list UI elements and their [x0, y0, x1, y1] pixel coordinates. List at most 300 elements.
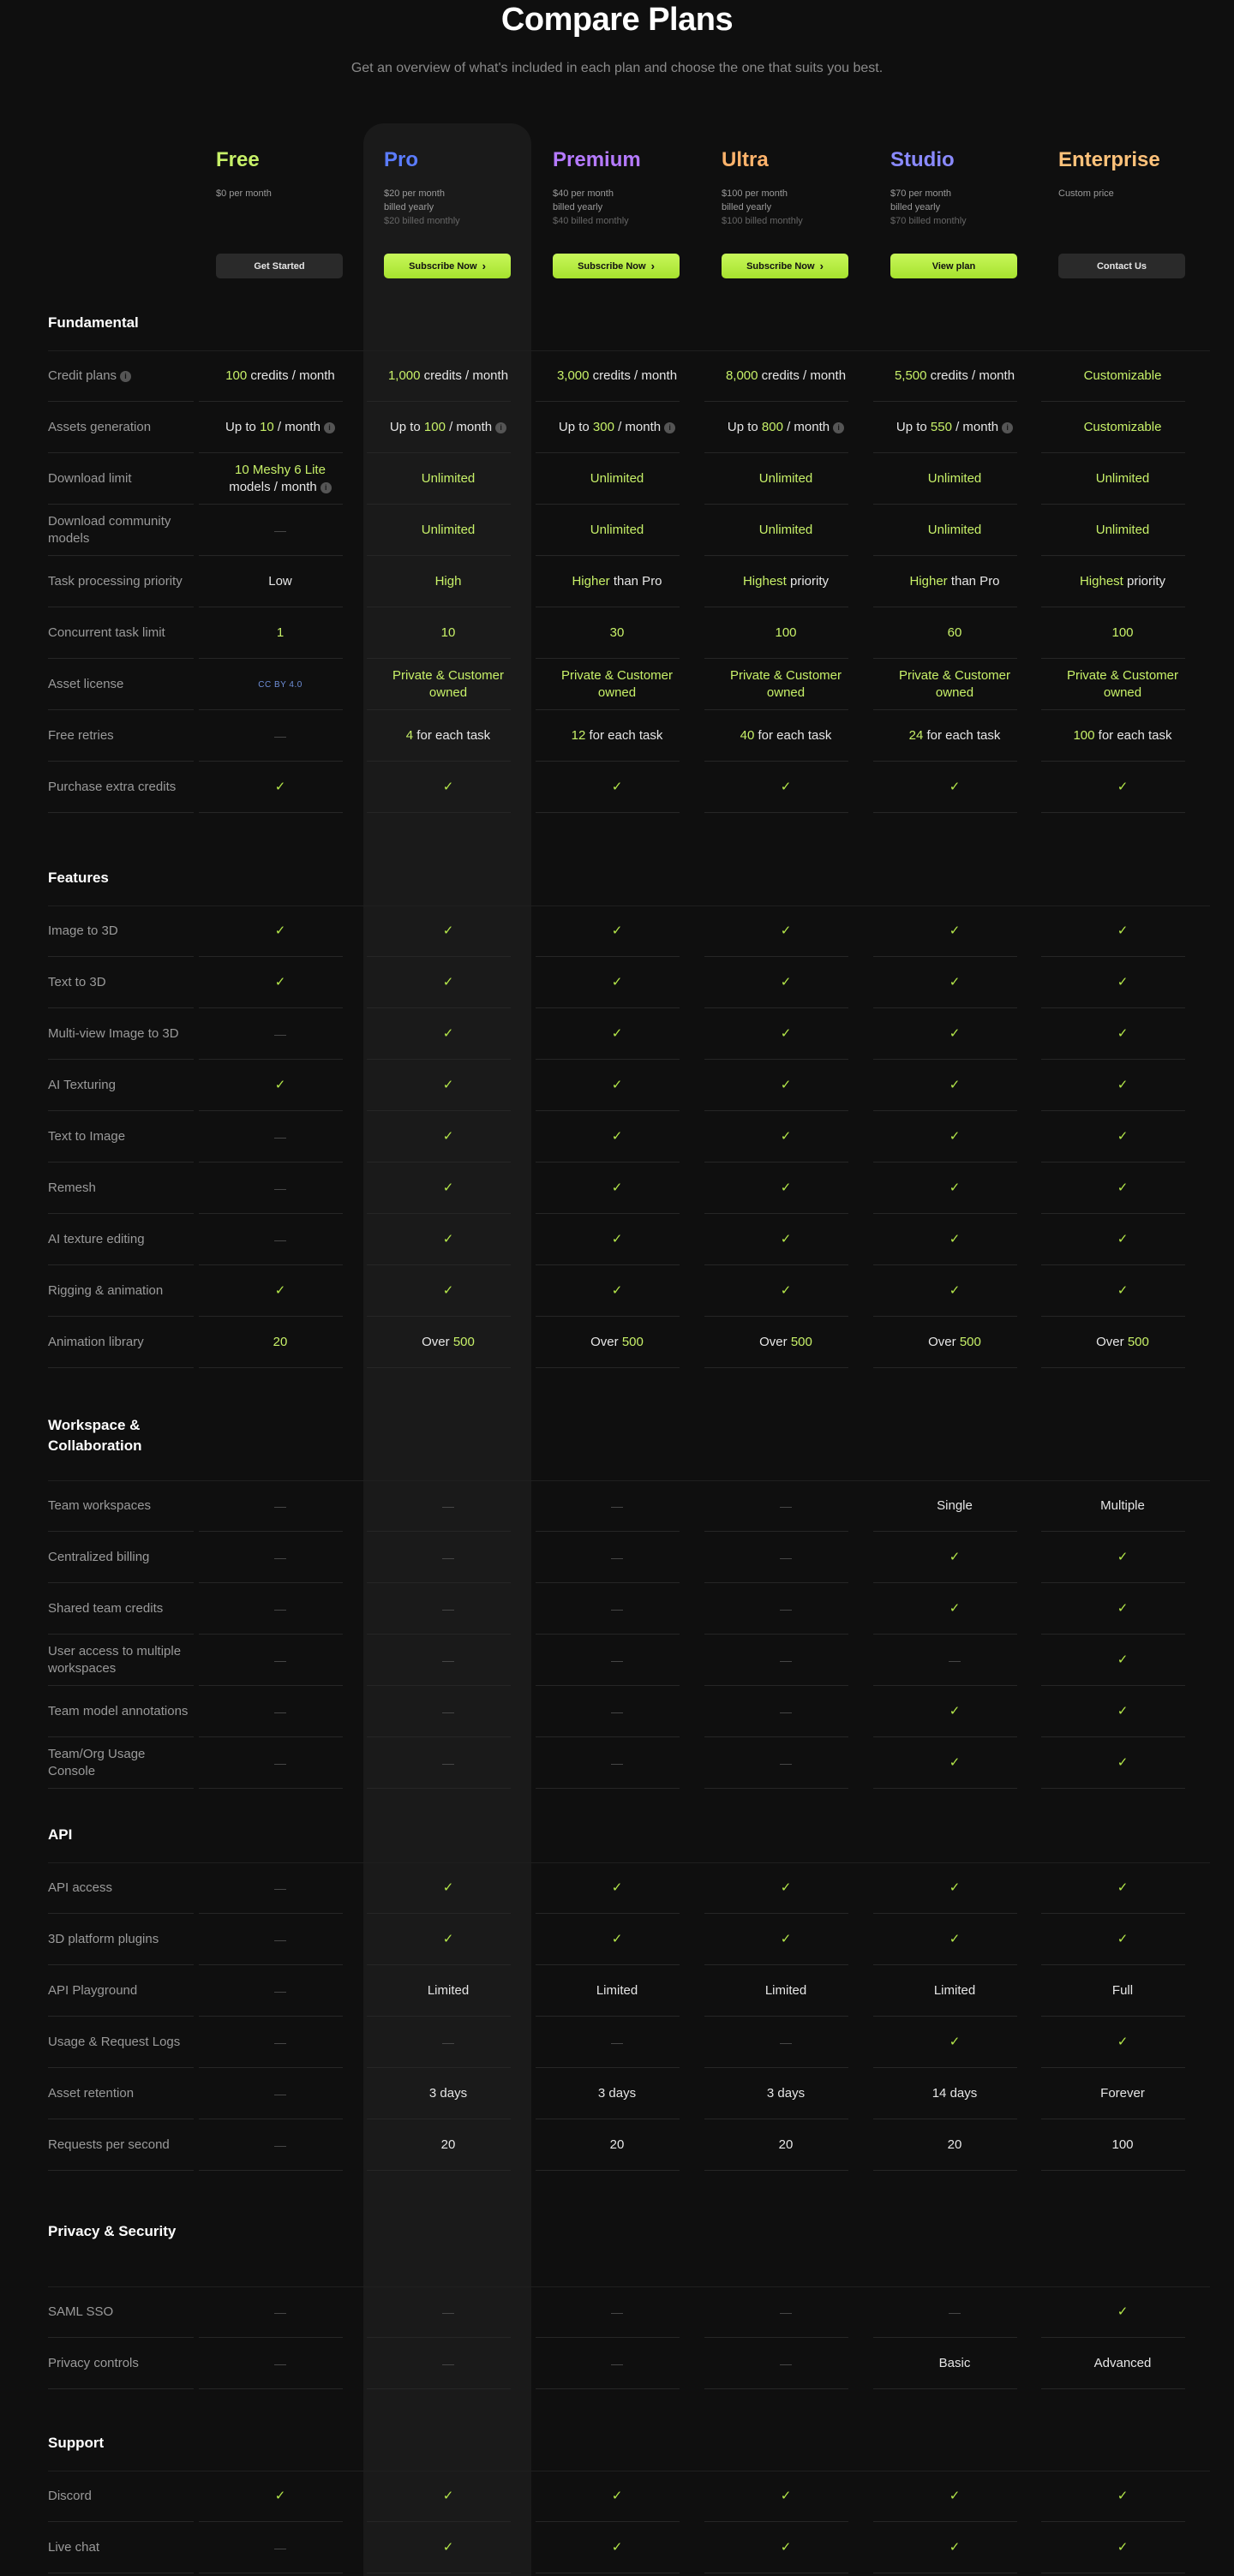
cell-text: Limited	[933, 1983, 976, 1998]
cell-value	[1111, 625, 1133, 642]
row-label-text: Concurrent task limit	[48, 625, 165, 640]
cell-free	[203, 1862, 357, 1914]
cell-text: 550	[930, 420, 952, 434]
row-divider	[536, 1367, 680, 1368]
cell-ultra	[709, 905, 863, 957]
check-icon: ✓	[780, 975, 792, 989]
cell-pro	[371, 607, 525, 659]
row-divider	[704, 1367, 848, 1368]
cell-pro	[371, 1737, 525, 1789]
dash-icon: —	[611, 1499, 623, 1513]
cell-text: Multiple	[1100, 1498, 1145, 1513]
row-label-text: Team/Org Usage Console	[48, 1747, 146, 1778]
price-monthly: $0 per month	[216, 188, 272, 199]
row-divider	[48, 2388, 194, 2389]
dash-icon: —	[780, 1653, 792, 1667]
check-icon: ✓	[780, 1026, 792, 1041]
cell-pro	[371, 1060, 525, 1111]
check-icon: ✓	[274, 923, 286, 938]
check-icon: ✓	[1117, 1704, 1129, 1718]
cell-pro	[371, 1265, 525, 1317]
cell-ultra	[709, 1214, 863, 1265]
row-divider	[873, 1367, 1017, 1368]
info-icon[interactable]: i	[120, 371, 131, 382]
cell-text: Private & Customer owned	[729, 668, 842, 700]
chevron-right-icon: ›	[482, 260, 486, 272]
cell-value	[948, 625, 962, 642]
cell-enterprise	[1045, 2068, 1200, 2119]
cell-value	[441, 2137, 456, 2154]
cell-ultra	[709, 1737, 863, 1789]
cell-enterprise	[1045, 2471, 1200, 2522]
cell-value	[590, 470, 644, 487]
cell-text: Over	[590, 1335, 622, 1349]
cell-enterprise	[1045, 1480, 1200, 1532]
check-icon: ✓	[949, 1601, 961, 1616]
cell-free	[203, 1583, 357, 1635]
plan-name: Premium	[553, 148, 641, 171]
cell-premium	[540, 1214, 694, 1265]
cell-pro	[371, 1862, 525, 1914]
cell-text: Private & Customer owned	[898, 668, 1011, 700]
row-divider	[1041, 1367, 1185, 1368]
cell-enterprise	[1045, 710, 1200, 762]
cell-value	[216, 462, 344, 496]
row-divider	[536, 2170, 680, 2171]
cell-pro	[371, 957, 525, 1008]
cell-free	[203, 1008, 357, 1060]
cell-studio	[878, 1060, 1032, 1111]
cell-ultra	[709, 2522, 863, 2573]
cell-ultra	[709, 1111, 863, 1162]
row-divider	[1041, 2388, 1185, 2389]
table-row	[0, 2338, 1234, 2389]
check-icon: ✓	[949, 975, 961, 989]
section-title: API	[48, 1826, 73, 1843]
check-icon: ✓	[780, 1180, 792, 1195]
row-label-text: Requests per second	[48, 2137, 170, 2152]
check-icon: ✓	[274, 975, 286, 989]
row-label-text: Assets generation	[48, 420, 152, 434]
row-label	[48, 2471, 194, 2522]
cell-value	[775, 625, 796, 642]
row-label	[48, 1686, 194, 1737]
cell-ultra	[709, 402, 863, 453]
price-monthly: $40 per month	[553, 188, 614, 199]
cell-value	[422, 522, 476, 539]
row-label	[48, 659, 194, 710]
cell-premium	[540, 762, 694, 813]
check-icon: ✓	[949, 2540, 961, 2555]
check-icon: ✓	[1117, 1755, 1129, 1770]
cell-studio	[878, 505, 1032, 556]
table-row	[0, 1480, 1234, 1532]
cell-premium	[540, 453, 694, 505]
cell-ultra	[709, 505, 863, 556]
check-icon: ✓	[442, 923, 454, 938]
cell-studio	[878, 1583, 1032, 1635]
row-label	[48, 710, 194, 762]
cell-studio	[878, 2286, 1032, 2338]
price-alt: $100 billed monthly	[722, 216, 803, 226]
cell-studio	[878, 350, 1032, 402]
page-subtitle: Get an overview of what's included in each plan and choose the one that suits you best.	[350, 61, 884, 75]
check-icon: ✓	[1117, 1026, 1129, 1041]
dash-icon: —	[274, 1233, 286, 1246]
check-icon: ✓	[1117, 975, 1129, 989]
cell-text: 100	[1111, 2137, 1134, 2152]
row-divider	[199, 1367, 343, 1368]
cell-free	[203, 2471, 357, 2522]
check-icon: ✓	[1117, 1078, 1129, 1092]
dash-icon: —	[780, 1602, 792, 1616]
dash-icon: —	[611, 1756, 623, 1770]
cell-text: for each task	[413, 728, 491, 743]
cell-text: Limited	[764, 1983, 807, 1998]
row-divider	[367, 2388, 511, 2389]
chevron-right-icon: ›	[819, 260, 824, 272]
check-icon: ✓	[611, 1232, 623, 1246]
row-label-text: API Playground	[48, 1983, 138, 1998]
cell-pro	[371, 2119, 525, 2171]
cell-text: Higher	[572, 574, 610, 589]
info-icon[interactable]: i	[495, 422, 506, 433]
cell-free	[203, 2286, 357, 2338]
cell-enterprise	[1045, 1008, 1200, 1060]
check-icon: ✓	[949, 1550, 961, 1564]
check-icon: ✓	[1117, 1550, 1129, 1564]
premium-plan-button[interactable]	[553, 254, 680, 278]
cell-pro	[371, 659, 525, 710]
cell-value	[928, 470, 982, 487]
check-icon: ✓	[780, 2489, 792, 2503]
dash-icon: —	[274, 523, 286, 537]
cell-text: 60	[947, 625, 962, 640]
cell-free	[203, 1737, 357, 1789]
cell-value	[390, 419, 506, 436]
cell-pro	[371, 1480, 525, 1532]
check-icon: ✓	[611, 1129, 623, 1144]
row-label-text: Rigging & animation	[48, 1283, 164, 1298]
check-icon: ✓	[949, 1180, 961, 1195]
check-icon: ✓	[611, 1180, 623, 1195]
cell-value	[596, 1982, 638, 1999]
cell-enterprise	[1045, 1532, 1200, 1583]
info-icon[interactable]: i	[320, 482, 332, 493]
row-divider	[704, 812, 848, 813]
cell-text: Unlimited	[421, 523, 476, 537]
table-row	[0, 1635, 1234, 1686]
row-label	[48, 1162, 194, 1214]
cell-text: 8,000	[725, 368, 758, 383]
cell-pro	[371, 1162, 525, 1214]
cell-text: 20	[273, 1335, 288, 1349]
pro-plan-button[interactable]	[384, 254, 511, 278]
cell-enterprise	[1045, 957, 1200, 1008]
cell-enterprise	[1045, 1317, 1200, 1368]
cell-free	[203, 1635, 357, 1686]
cell-text: Up to	[225, 420, 261, 434]
check-icon: ✓	[611, 1932, 623, 1946]
cell-premium	[540, 957, 694, 1008]
cell-text: for each task	[585, 728, 663, 743]
cell-enterprise	[1045, 1583, 1200, 1635]
row-label-text: Download limit	[48, 471, 132, 486]
dash-icon: —	[949, 1653, 961, 1667]
table-row	[0, 957, 1234, 1008]
check-icon: ✓	[780, 1232, 792, 1246]
page-title: Compare Plans	[500, 2, 734, 38]
cell-ultra	[709, 1008, 863, 1060]
check-icon: ✓	[274, 780, 286, 794]
check-icon: ✓	[949, 1283, 961, 1298]
cell-enterprise	[1045, 1111, 1200, 1162]
cell-pro	[371, 1317, 525, 1368]
dash-icon: —	[780, 1551, 792, 1564]
cell-value	[406, 727, 490, 744]
check-icon: ✓	[780, 1129, 792, 1144]
cell-ultra	[709, 1965, 863, 2017]
dash-icon: —	[611, 1705, 623, 1718]
check-icon: ✓	[442, 1078, 454, 1092]
cell-free	[203, 1965, 357, 2017]
cell-value	[590, 1334, 644, 1351]
cell-value	[909, 727, 1001, 744]
dash-icon: —	[442, 2305, 454, 2319]
table-row	[0, 556, 1234, 607]
price-monthly: $70 per month	[890, 188, 951, 199]
cell-studio	[878, 2471, 1032, 2522]
table-row	[0, 762, 1234, 813]
row-divider	[199, 2170, 343, 2171]
cell-ultra	[709, 710, 863, 762]
table-row	[0, 1008, 1234, 1060]
cell-text: Basic	[938, 2356, 971, 2370]
cell-text: Unlimited	[758, 523, 813, 537]
cell-text: Over	[928, 1335, 960, 1349]
table-row	[0, 1914, 1234, 1965]
cell-text: for each task	[923, 728, 1001, 743]
row-divider	[536, 1788, 680, 1789]
cell-ultra	[709, 2471, 863, 2522]
check-icon: ✓	[442, 1180, 454, 1195]
cell-text: Unlimited	[1095, 523, 1150, 537]
check-icon: ✓	[949, 1880, 961, 1895]
dash-icon: —	[442, 1756, 454, 1770]
cell-pro	[371, 2286, 525, 2338]
cell-value	[759, 470, 813, 487]
cell-text: 500	[959, 1335, 981, 1349]
dash-icon: —	[611, 1551, 623, 1564]
info-icon[interactable]: i	[664, 422, 675, 433]
cell-studio	[878, 1532, 1032, 1583]
row-label	[48, 2286, 194, 2338]
cell-ultra	[709, 1532, 863, 1583]
cell-studio	[878, 2338, 1032, 2389]
cell-value	[767, 2085, 805, 2102]
cell-value	[896, 419, 1013, 436]
row-label	[48, 2068, 194, 2119]
dash-icon: —	[274, 2087, 286, 2101]
cell-text: for each task	[754, 728, 832, 743]
dash-icon: —	[274, 1756, 286, 1770]
cell-studio	[878, 1862, 1032, 1914]
cell-studio	[878, 905, 1032, 957]
dash-icon: —	[780, 2305, 792, 2319]
table-row	[0, 710, 1234, 762]
cell-free	[203, 2338, 357, 2389]
info-icon[interactable]: i	[324, 422, 335, 433]
button-label: Get Started	[254, 260, 305, 272]
table-row	[0, 1737, 1234, 1789]
cell-ultra	[709, 1635, 863, 1686]
free-plan-button[interactable]	[216, 254, 343, 278]
button-label: Subscribe Now	[578, 260, 646, 272]
check-icon: ✓	[611, 923, 623, 938]
dash-icon: —	[611, 1602, 623, 1616]
cell-studio	[878, 1265, 1032, 1317]
studio-plan-button[interactable]	[890, 254, 1017, 278]
cell-studio	[878, 402, 1032, 453]
cell-free	[203, 1480, 357, 1532]
dash-icon: —	[442, 1602, 454, 1616]
row-divider	[367, 2170, 511, 2171]
cell-value	[557, 368, 677, 385]
check-icon: ✓	[949, 1078, 961, 1092]
check-icon: ✓	[949, 1755, 961, 1770]
plan-price	[384, 187, 511, 228]
check-icon: ✓	[611, 2489, 623, 2503]
row-label	[48, 1532, 194, 1583]
cell-premium	[540, 1965, 694, 2017]
table-row	[0, 1583, 1234, 1635]
cell-value	[890, 667, 1019, 702]
dash-icon: —	[274, 2305, 286, 2319]
dash-icon: —	[274, 729, 286, 743]
cell-enterprise	[1045, 1635, 1200, 1686]
cell-text: 3 days	[428, 2086, 468, 2101]
cell-studio	[878, 2068, 1032, 2119]
plan-price	[553, 187, 680, 228]
cell-text: Highest	[742, 574, 787, 589]
cell-pro	[371, 1914, 525, 1965]
row-label	[48, 1583, 194, 1635]
cell-free	[203, 659, 357, 710]
enterprise-plan-button[interactable]	[1058, 254, 1185, 278]
cell-free	[203, 1060, 357, 1111]
plan-name: Studio	[890, 148, 955, 171]
cell-pro	[371, 2338, 525, 2389]
dash-icon: —	[442, 1499, 454, 1513]
check-icon: ✓	[611, 1283, 623, 1298]
price-billing: billed yearly	[384, 202, 434, 212]
cell-free	[203, 710, 357, 762]
row-label	[48, 1265, 194, 1317]
button-label: Subscribe Now	[746, 260, 815, 272]
price-monthly: $100 per month	[722, 188, 788, 199]
cell-premium	[540, 1583, 694, 1635]
row-label-text: Multi-view Image to 3D	[48, 1026, 179, 1041]
row-label	[48, 2338, 194, 2389]
dash-icon: —	[274, 2138, 286, 2152]
row-divider	[48, 1788, 194, 1789]
cell-value	[928, 1334, 981, 1351]
cell-free	[203, 1686, 357, 1737]
info-icon[interactable]: i	[833, 422, 844, 433]
row-divider	[873, 812, 1017, 813]
row-label	[48, 1060, 194, 1111]
cell-studio	[878, 2522, 1032, 2573]
check-icon: ✓	[1117, 2489, 1129, 2503]
cell-studio	[878, 2017, 1032, 2068]
cell-text: Over	[759, 1335, 791, 1349]
row-divider	[1041, 1788, 1185, 1789]
cell-pro	[371, 2068, 525, 2119]
ultra-plan-button[interactable]	[722, 254, 848, 278]
table-row	[0, 402, 1234, 453]
table-row	[0, 1111, 1234, 1162]
cell-text: Highest	[1079, 574, 1123, 589]
cell-value	[1080, 573, 1165, 590]
license-badge: CC BY 4.0	[258, 680, 303, 690]
cell-value	[572, 727, 663, 744]
cell-free	[203, 2522, 357, 2573]
cell-pro	[371, 1583, 525, 1635]
table-row	[0, 1317, 1234, 1368]
cell-studio	[878, 2119, 1032, 2171]
row-divider	[199, 812, 343, 813]
chevron-right-icon: ›	[650, 260, 655, 272]
cell-text: 20	[947, 2137, 962, 2152]
check-icon: ✓	[442, 1232, 454, 1246]
table-row	[0, 2119, 1234, 2171]
cell-ultra	[709, 1317, 863, 1368]
check-icon: ✓	[442, 1129, 454, 1144]
cell-text: 800	[761, 420, 783, 434]
cell-pro	[371, 1635, 525, 1686]
info-icon[interactable]: i	[1002, 422, 1013, 433]
cell-premium	[540, 1480, 694, 1532]
cell-enterprise	[1045, 607, 1200, 659]
cell-enterprise	[1045, 905, 1200, 957]
check-icon: ✓	[1117, 1283, 1129, 1298]
cell-value	[572, 573, 662, 590]
cell-text: / month	[782, 420, 830, 434]
cell-premium	[540, 402, 694, 453]
cell-premium	[540, 1111, 694, 1162]
cell-studio	[878, 1162, 1032, 1214]
cell-enterprise	[1045, 505, 1200, 556]
section-title: Support	[48, 2435, 105, 2451]
row-divider	[704, 2170, 848, 2171]
cell-value	[1058, 667, 1187, 702]
table-row	[0, 607, 1234, 659]
cell-value	[726, 368, 846, 385]
plan-header-ultra	[722, 147, 848, 272]
section-title: Fundamental	[48, 314, 139, 331]
row-label	[48, 1008, 194, 1060]
dash-icon: —	[274, 1181, 286, 1195]
cell-value	[759, 522, 813, 539]
cell-text: credits / month	[758, 368, 847, 383]
cell-ultra	[709, 762, 863, 813]
cell-value	[384, 667, 512, 702]
price-alt: $20 billed monthly	[384, 216, 460, 226]
plan-price	[216, 187, 343, 228]
cell-ultra	[709, 2119, 863, 2171]
row-label-text: Purchase extra credits	[48, 780, 177, 794]
cell-value	[422, 470, 476, 487]
